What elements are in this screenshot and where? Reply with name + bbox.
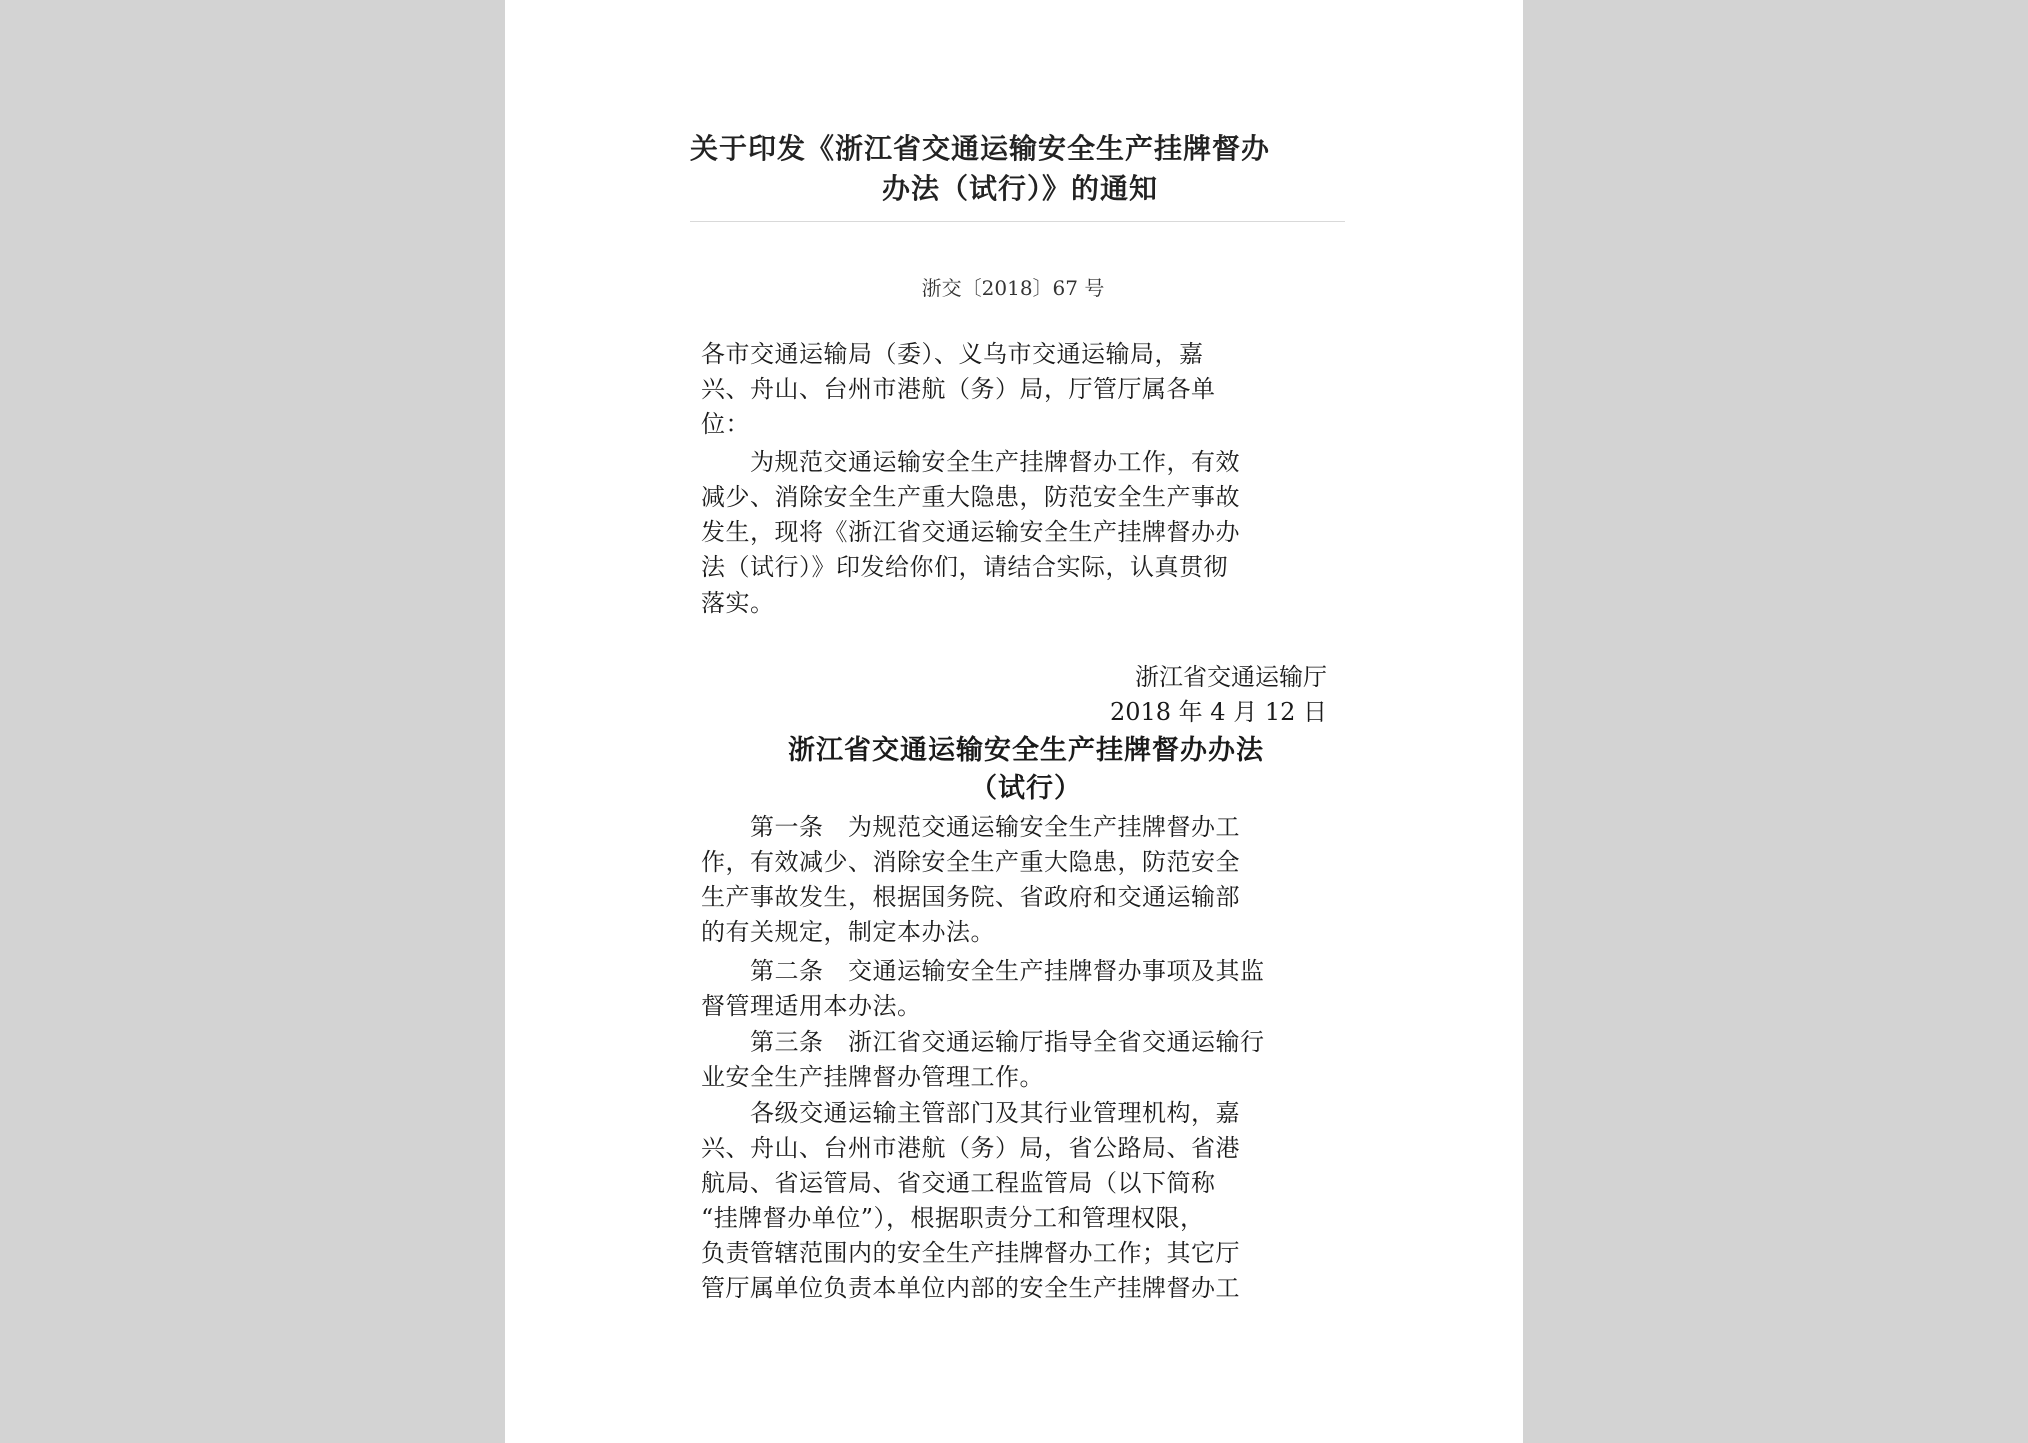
document-page <box>505 0 1523 1443</box>
article-line: 第三条 浙江省交通运输厅指导全省交通运输行 <box>701 1028 1265 1056</box>
notice-line: 减少、消除安全生产重大隐患，防范安全生产事故 <box>701 483 1240 511</box>
notice-line: 法（试行）》印发给你们，请结合实际，认真贯彻 <box>701 553 1228 581</box>
document-title-line-1: 关于印发《浙江省交通运输安全生产挂牌督办 <box>690 132 1271 165</box>
notice-line: 落实。 <box>701 589 775 617</box>
signature-organization: 浙江省交通运输厅 <box>1135 663 1327 691</box>
title-divider <box>690 221 1345 222</box>
article-line: 生产事故发生，根据国务院、省政府和交通运输部 <box>701 883 1240 911</box>
article-line: 督管理适用本办法。 <box>701 992 922 1020</box>
article-line: 的有关规定，制定本办法。 <box>701 918 995 946</box>
article-line: 兴、舟山、台州市港航（务）局，省公路局、省港 <box>701 1134 1240 1162</box>
article-line: 第一条 为规范交通运输安全生产挂牌督办工 <box>701 813 1240 841</box>
article-line: 业安全生产挂牌督办管理工作。 <box>701 1063 1044 1091</box>
article-line: 第二条 交通运输安全生产挂牌督办事项及其监 <box>701 957 1265 985</box>
notice-line: 位： <box>701 410 750 438</box>
document-number: 浙交〔2018〕67 号 <box>921 276 1105 300</box>
article-line: 管厅属单位负责本单位内部的安全生产挂牌督办工 <box>701 1274 1240 1302</box>
document-title-line-2: 办法（试行）》的通知 <box>881 172 1158 205</box>
signature-date: 2018 年 4 月 12 日 <box>1109 698 1327 726</box>
article-line: 各级交通运输主管部门及其行业管理机构，嘉 <box>701 1099 1240 1127</box>
article-line: 作，有效减少、消除安全生产重大隐患，防范安全 <box>701 848 1240 876</box>
notice-line: 兴、舟山、台州市港航（务）局，厅管厅属各单 <box>701 375 1216 403</box>
measures-subtitle: （试行） <box>970 773 1082 804</box>
measures-title: 浙江省交通运输安全生产挂牌督办办法 <box>788 735 1264 766</box>
notice-line: 各市交通运输局（委）、义乌市交通运输局，嘉 <box>701 340 1204 368</box>
article-line: “挂牌督办单位”），根据职责分工和管理权限， <box>701 1204 1205 1232</box>
article-line: 航局、省运管局、省交通工程监管局（以下简称 <box>701 1169 1216 1197</box>
notice-line: 为规范交通运输安全生产挂牌督办工作，有效 <box>701 448 1240 476</box>
notice-line: 发生，现将《浙江省交通运输安全生产挂牌督办办 <box>701 518 1240 546</box>
article-line: 负责管辖范围内的安全生产挂牌督办工作；其它厅 <box>701 1239 1240 1267</box>
